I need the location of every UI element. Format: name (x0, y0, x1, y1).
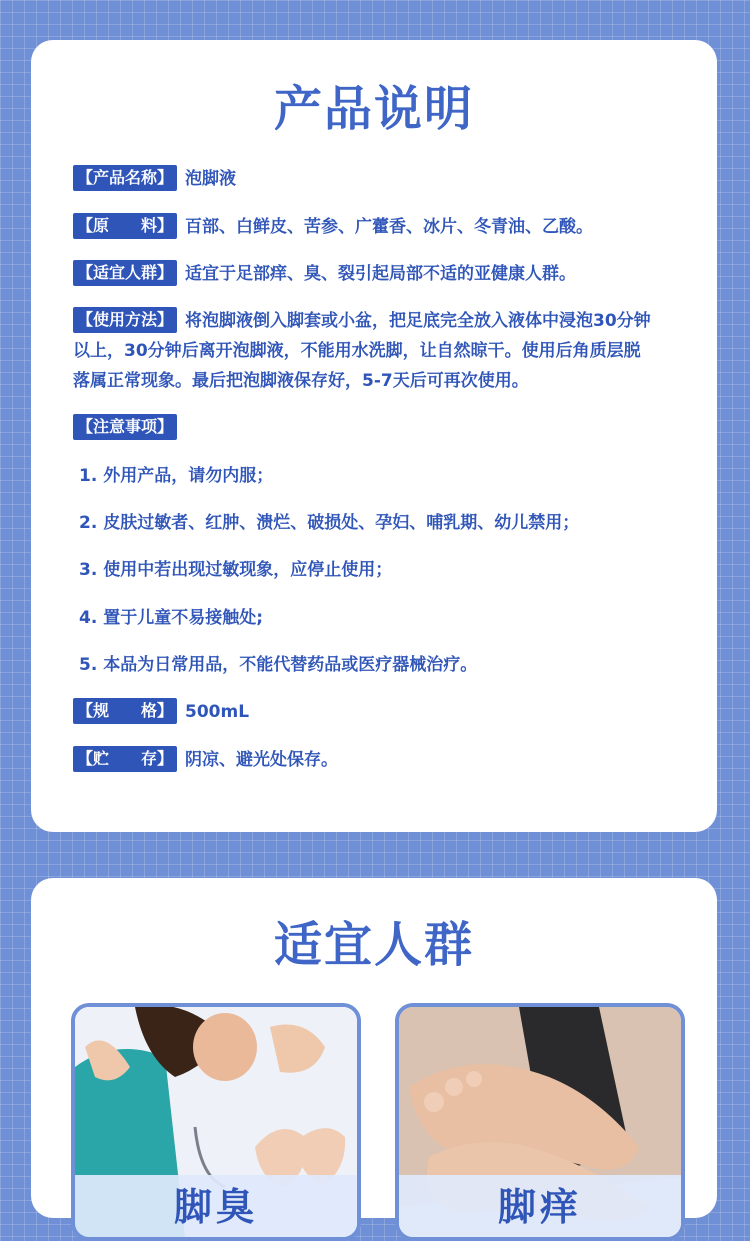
spec-value: 500mL (185, 702, 250, 722)
audience-label: 【适宜人群】 (73, 260, 177, 286)
notes-row (73, 413, 675, 443)
audience-card (31, 878, 717, 1229)
usage-line-2: 以上，30分钟后离开泡脚液，不能用水洗脚，让自然晾干。使用后角质层脱 (73, 341, 641, 361)
storage-row (73, 745, 675, 775)
audience-title: 适宜人群 (273, 917, 474, 973)
note-item: 3. 使用中若出现过敏现象，应停止使用； (79, 560, 393, 580)
note-item: 5. 本品为日常用品，不能代替药品或医疗器械治疗。 (79, 655, 478, 675)
note-item: 1. 外用产品，请勿内服； (79, 466, 274, 486)
itchy-feet-photo (395, 1003, 685, 1241)
storage-value: 阴凉、避光处保存。 (185, 750, 339, 770)
product-name-label: 【产品名称】 (73, 165, 177, 191)
product-name-value: 泡脚液 (185, 169, 237, 189)
product-info-card (31, 40, 717, 832)
ingredients-value: 百部、白鲜皮、苦参、广藿香、冰片、冬青油、乙酸。 (185, 217, 594, 237)
storage-label: 【贮 存】 (73, 746, 177, 772)
usage-label: 【使用方法】 (73, 307, 177, 333)
audience-value: 适宜于足部痒、臭、裂引起局部不适的亚健康人群。 (185, 264, 577, 284)
smelly-feet-photo (71, 1003, 361, 1241)
ingredients-label: 【原 料】 (73, 213, 177, 239)
notes-label: 【注意事项】 (73, 414, 177, 440)
itchy-feet-caption: 脚痒 (399, 1175, 681, 1241)
usage-line-3: 落属正常现象。最后把泡脚液保存好，5-7天后可再次使用。 (73, 371, 529, 391)
spec-label: 【规 格】 (73, 698, 177, 724)
usage-line-1: 将泡脚液倒入脚套或小盆，把足底完全放入液体中浸泡30分钟 (185, 311, 651, 331)
product-info-title: 产品说明 (273, 81, 474, 137)
usage-row (73, 306, 675, 396)
note-item: 4. 置于儿童不易接触处; (79, 608, 264, 628)
product-name-row (73, 164, 675, 194)
note-item: 2. 皮肤过敏者、红肿、溃烂、破损处、孕妇、哺乳期、幼儿禁用； (79, 513, 580, 533)
spec-row (73, 697, 675, 727)
ingredients-row (73, 212, 675, 242)
smelly-feet-caption: 脚臭 (75, 1175, 357, 1241)
audience-row (73, 259, 675, 289)
